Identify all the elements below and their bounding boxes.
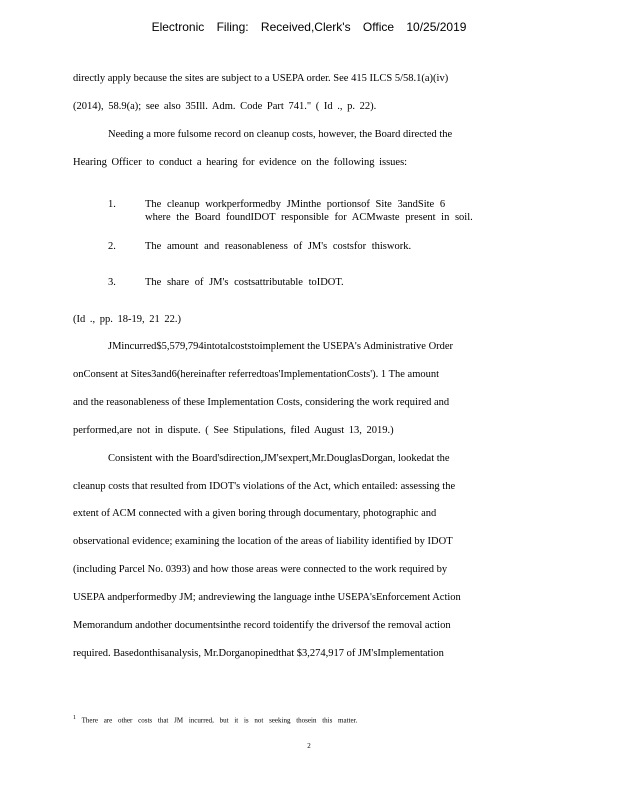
- body-line: cleanup costs that resulted from IDOT's violations of the Act, which entailed: assessing the: [73, 481, 456, 492]
- body-line: (2014), 58.9(a); see also 35Ill. Adm. Code Part 741." ( Id ., p. 22).: [73, 101, 377, 112]
- issue-text: The cleanup workperformedby JMinthe portionsof Site 3andSite 6: [145, 199, 446, 210]
- issue-text: where the Board foundIDOT responsible for ACMwaste present in soil.: [145, 212, 473, 223]
- issue-number: 3.: [108, 277, 116, 288]
- issue-number: 1.: [108, 199, 116, 210]
- body-line: (including Parcel No. 0393) and how those areas were connected to the work required by: [73, 564, 448, 575]
- issue-text: The amount and reasonableness of JM's costsfor thiswork.: [145, 241, 412, 252]
- body-line: required. Basedonthisanalysis, Mr.Dorganopinedthat $3,274,917 of JM'sImplementation: [73, 648, 444, 659]
- body-line: USEPA andperformedby JM; andreviewing the language inthe USEPA'sEnforcement Action: [73, 592, 461, 603]
- citation-line: (Id ., pp. 18-19, 21 22.): [73, 314, 181, 325]
- body-line: directly apply because the sites are subject to a USEPA order. See 415 ILCS 5/58.1(a)(iv): [73, 73, 449, 84]
- body-line: and the reasonableness of these Implementation Costs, considering the work required and: [73, 397, 450, 408]
- issue-number: 2.: [108, 241, 116, 252]
- footnote-text: There are other costs that JM incurred, but it is not seeking thosein this matter.: [81, 716, 358, 725]
- body-line: Consistent with the Board'sdirection,JM'sexpert,Mr.DouglasDorgan, lookedat the: [108, 453, 450, 464]
- body-line: Memorandum andother documentsinthe record toidentify the driversof the removal action: [73, 620, 451, 631]
- body-line: performed,are not in dispute. ( See Stipulations, filed August 13, 2019.): [73, 425, 394, 436]
- page-number: 2: [307, 742, 311, 750]
- body-line: onConsent at Sites3and6(hereinafter referredtoas'ImplementationCosts'). 1 The amount: [73, 369, 440, 380]
- footnote: [73, 715, 357, 724]
- issue-text: The share of JM's costsattributable toIDOT.: [145, 277, 344, 288]
- footnote-marker: 1: [73, 715, 76, 721]
- body-line: extent of ACM connected with a given boring through documentary, photographic and: [73, 508, 437, 519]
- filing-header: Electronic Filing: Received,Clerk's Office 10/25/2019: [151, 20, 467, 34]
- body-line: Hearing Officer to conduct a hearing for evidence on the following issues:: [73, 157, 408, 168]
- body-line: Needing a more fulsome record on cleanup costs, however, the Board directed the: [108, 129, 453, 140]
- body-line: JMincurred$5,579,794intotalcoststoimplement the USEPA's Administrative Order: [108, 341, 454, 352]
- body-line: observational evidence; examining the location of the areas of liability identified by IDOT: [73, 536, 453, 547]
